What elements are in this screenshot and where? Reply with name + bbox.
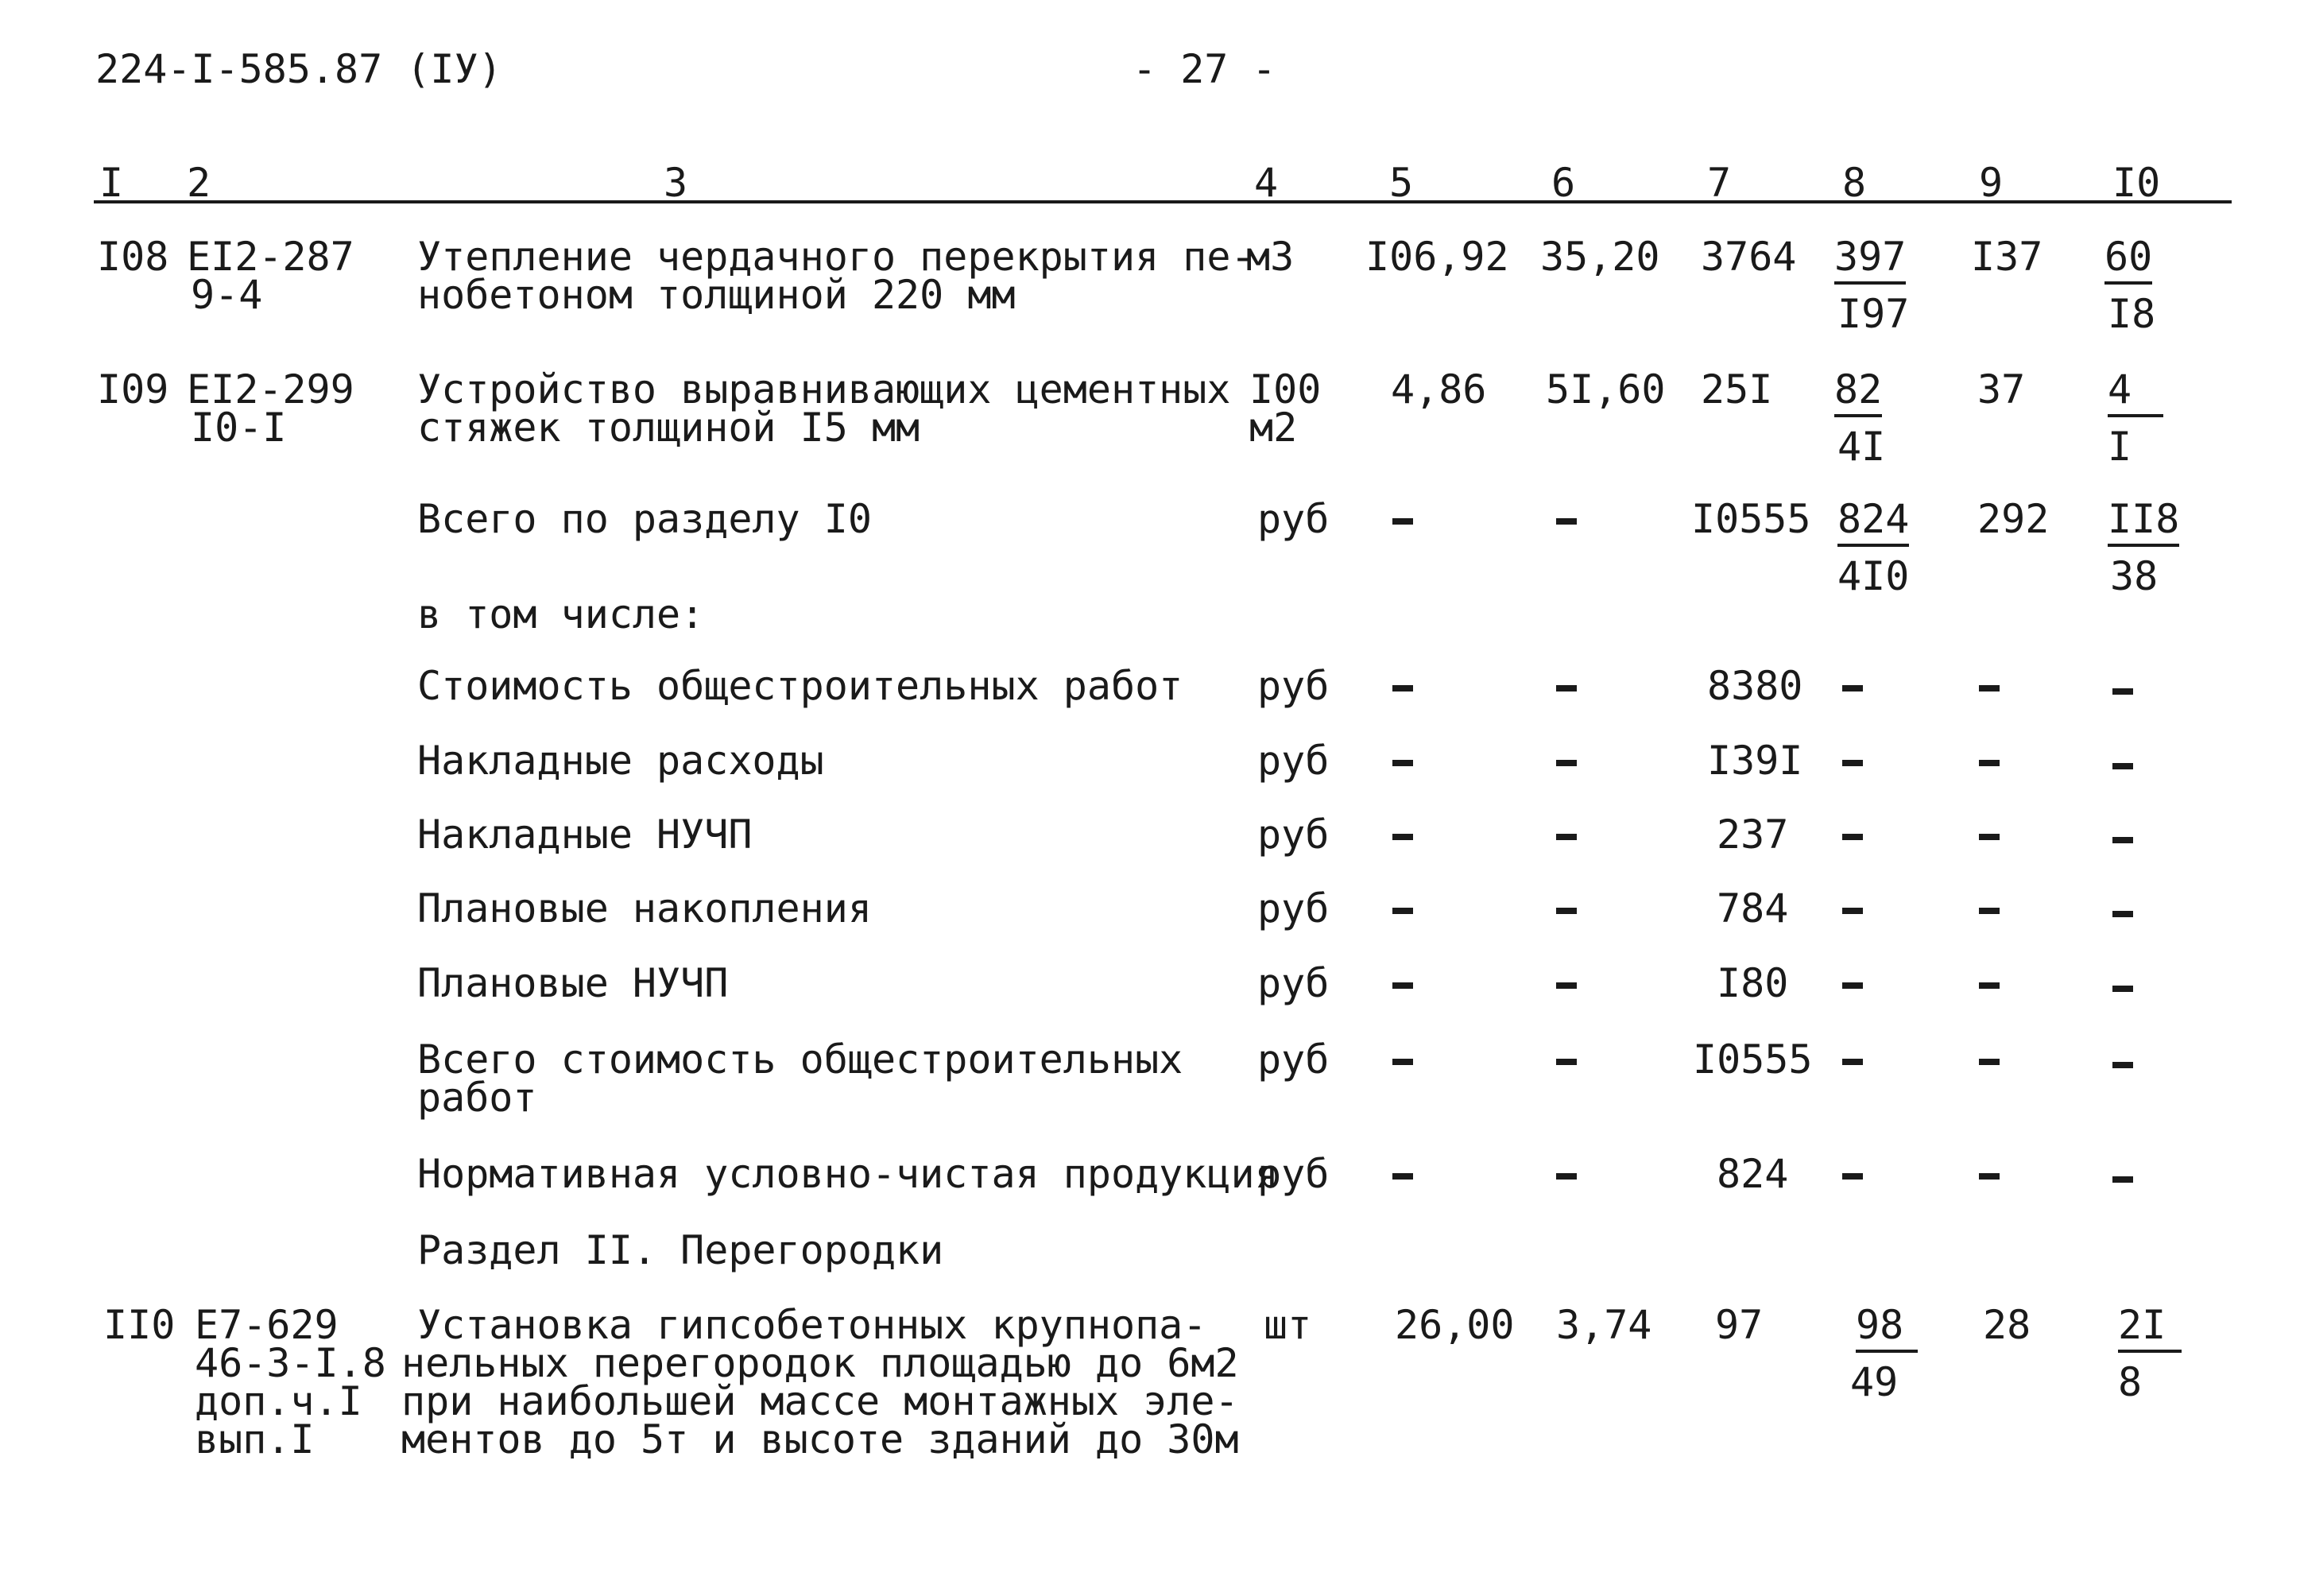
dash-mark [2112, 1062, 2133, 1068]
dash-mark [1842, 1173, 1863, 1180]
dash-mark [2112, 688, 2133, 695]
row-col7: I39I [1707, 738, 1803, 784]
dash-mark [2112, 837, 2133, 843]
row-code: 9-4 [191, 272, 263, 318]
row-col10-denominator: 38 [2110, 553, 2159, 599]
row-col6: 35,20 [1540, 234, 1660, 280]
row-unit: I00 [1249, 366, 1322, 413]
dash-mark [1556, 685, 1577, 691]
row-col7: 824 [1717, 1151, 1789, 1197]
row-col8-denominator: 4I [1837, 424, 1886, 470]
section-heading: Раздел II. Перегородки [417, 1227, 944, 1273]
row-col7: I0555 [1691, 496, 1811, 542]
row-col8-numerator: 824 [1837, 499, 1909, 547]
row-description: Плановые накопления [417, 885, 872, 932]
header-rule [94, 200, 2232, 203]
row-unit: м2 [1249, 405, 1298, 451]
dash-mark [1842, 982, 1863, 989]
row-col8-numerator: 98 [1856, 1305, 1918, 1353]
col-header-1: I [99, 160, 124, 206]
dash-mark [1392, 834, 1413, 840]
row-col8-denominator: I97 [1837, 291, 1910, 337]
dash-mark [2112, 763, 2133, 769]
row-col8-numerator: 82 [1834, 370, 1882, 417]
row-col5: 4,86 [1391, 366, 1487, 413]
row-code: EI2-287 [187, 234, 354, 280]
row-description: Всего по разделу I0 [417, 496, 872, 542]
document-code: 224-I-585.87 (IУ) [95, 46, 502, 92]
row-description: ментов до 5т и высоте зданий до 30м [401, 1416, 1239, 1462]
dash-mark [2112, 1176, 2133, 1183]
dash-mark [1979, 908, 2000, 914]
row-description: нельных перегородок площадью до 6м2 [401, 1340, 1239, 1386]
col-header-3: 3 [664, 160, 688, 206]
row-code: I0-I [191, 405, 287, 451]
col-header-8: 8 [1842, 160, 1867, 206]
col-header-6: 6 [1551, 160, 1576, 206]
dash-mark [1556, 1173, 1577, 1180]
dash-mark [1392, 982, 1413, 989]
row-code: доп.ч.I [195, 1378, 362, 1424]
subtotal-caption: в том числе: [417, 591, 705, 637]
dash-mark [1392, 518, 1413, 525]
dash-mark [1556, 908, 1577, 914]
dash-mark [1842, 760, 1863, 766]
row-col8-denominator: 49 [1850, 1359, 1899, 1405]
row-description: Утепление чердачного перекрытия пе- [417, 234, 1255, 280]
row-col7: 25I [1701, 366, 1773, 413]
row-col5: I06,92 [1365, 234, 1509, 280]
dash-mark [1392, 1173, 1413, 1180]
row-description: Устройство выравнивающих цементных [417, 366, 1231, 413]
row-col8-denominator: 4I0 [1837, 553, 1910, 599]
row-unit: руб [1257, 960, 1330, 1006]
row-col7: 3764 [1701, 234, 1797, 280]
row-unit: руб [1257, 885, 1330, 932]
dash-mark [1556, 982, 1577, 989]
row-number: I09 [97, 366, 169, 413]
row-col10-denominator: I [2108, 424, 2132, 470]
dash-mark [1842, 908, 1863, 914]
dash-mark [1842, 685, 1863, 691]
row-col10-denominator: I8 [2108, 291, 2156, 337]
row-col10-numerator: 4 [2108, 370, 2163, 417]
row-number: I08 [97, 234, 169, 280]
row-col7: I80 [1717, 960, 1789, 1006]
dash-mark [1556, 834, 1577, 840]
row-unit: руб [1257, 738, 1330, 784]
row-description: Установка гипсобетонных крупнопа- [417, 1302, 1207, 1348]
col-header-10: I0 [2112, 160, 2161, 206]
dash-mark [1979, 1059, 2000, 1065]
dash-mark [1979, 760, 2000, 766]
row-description: Стоимость общестроительных работ [417, 663, 1183, 709]
row-description: Плановые НУЧП [417, 960, 729, 1006]
row-col7: 784 [1717, 885, 1789, 932]
col-header-7: 7 [1707, 160, 1732, 206]
row-code: вып.I [195, 1416, 315, 1462]
row-description: при наибольшей массе монтажных эле- [401, 1378, 1239, 1424]
dash-mark [1392, 685, 1413, 691]
row-description: Накладные расходы [417, 738, 824, 784]
col-header-4: 4 [1254, 160, 1279, 206]
row-col9: 28 [1983, 1302, 2031, 1348]
dash-mark [1556, 760, 1577, 766]
row-description: Всего стоимость общестроительных [417, 1036, 1183, 1083]
dash-mark [1979, 1173, 2000, 1180]
dash-mark [2112, 986, 2133, 992]
dash-mark [1556, 518, 1577, 525]
row-col10-denominator: 8 [2118, 1359, 2143, 1405]
dash-mark [1392, 760, 1413, 766]
dash-mark [1392, 908, 1413, 914]
row-col7: I0555 [1693, 1036, 1813, 1083]
row-col6: 5I,60 [1546, 366, 1666, 413]
row-code: 46-3-I.8 [195, 1340, 386, 1386]
col-header-9: 9 [1979, 160, 2004, 206]
dash-mark [1842, 834, 1863, 840]
row-col8-numerator: 397 [1834, 237, 1906, 285]
row-code: EI2-299 [187, 366, 354, 413]
dash-mark [1842, 1059, 1863, 1065]
row-unit: м3 [1246, 234, 1295, 280]
row-description: Накладные НУЧП [417, 812, 753, 858]
row-col7: 97 [1715, 1302, 1764, 1348]
row-col5: 26,00 [1395, 1302, 1515, 1348]
row-col9: I37 [1971, 234, 2043, 280]
row-unit: шт [1264, 1302, 1312, 1348]
row-description: стяжек толщиной I5 мм [417, 405, 920, 451]
row-col9: 37 [1977, 366, 2026, 413]
row-col6: 3,74 [1556, 1302, 1652, 1348]
dash-mark [2112, 911, 2133, 917]
row-unit: руб [1257, 1151, 1330, 1197]
row-description: работ [417, 1075, 537, 1121]
row-code: E7-629 [195, 1302, 339, 1348]
row-unit: руб [1257, 812, 1330, 858]
row-number: II0 [103, 1302, 176, 1348]
row-col7: 8380 [1707, 663, 1803, 709]
dash-mark [1979, 685, 2000, 691]
row-description: нобетоном толщиной 220 мм [417, 272, 1016, 318]
col-header-2: 2 [187, 160, 211, 206]
row-col10-numerator: 2I [2118, 1305, 2182, 1353]
row-unit: руб [1257, 1036, 1330, 1083]
page-number: - 27 - [1133, 46, 1276, 92]
row-col10-numerator: 60 [2104, 237, 2152, 285]
row-unit: руб [1257, 663, 1330, 709]
row-description: Нормативная условно-чистая продукция [417, 1151, 1279, 1197]
dash-mark [1392, 1059, 1413, 1065]
dash-mark [1979, 982, 2000, 989]
row-col9: 292 [1977, 496, 2050, 542]
dash-mark [1979, 834, 2000, 840]
row-col7: 237 [1717, 812, 1789, 858]
dash-mark [1556, 1059, 1577, 1065]
row-col10-numerator: II8 [2108, 499, 2179, 547]
row-unit: руб [1257, 496, 1330, 542]
col-header-5: 5 [1389, 160, 1414, 206]
